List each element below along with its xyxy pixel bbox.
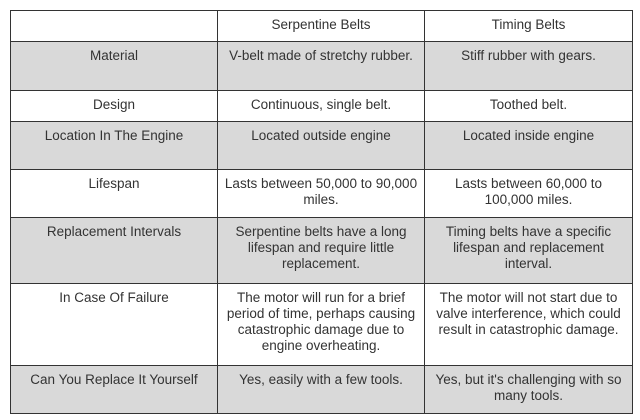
timing-cell: Located inside engine bbox=[425, 122, 633, 170]
table-row bbox=[11, 284, 633, 366]
row-label: Material bbox=[11, 42, 218, 91]
table-row bbox=[11, 218, 633, 284]
serpentine-cell: Located outside engine bbox=[218, 122, 425, 170]
serpentine-cell: Lasts between 50,000 to 90,000 miles. bbox=[218, 170, 425, 218]
comparison-table bbox=[10, 10, 633, 414]
timing-cell: Yes, but it's challenging with so many tools. bbox=[425, 366, 633, 414]
table-row bbox=[11, 366, 633, 414]
header-row bbox=[11, 11, 633, 42]
serpentine-cell: V-belt made of stretchy rubber. bbox=[218, 42, 425, 91]
timing-cell: Timing belts have a specific lifespan and replacement interval. bbox=[425, 218, 633, 284]
row-label: In Case Of Failure bbox=[11, 284, 218, 366]
serpentine-cell: Yes, easily with a few tools. bbox=[218, 366, 425, 414]
header-corner-cell bbox=[11, 11, 218, 42]
row-label: Replacement Intervals bbox=[11, 218, 218, 284]
row-label: Lifespan bbox=[11, 170, 218, 218]
timing-cell: Toothed belt. bbox=[425, 91, 633, 122]
header-timing: Timing Belts bbox=[425, 11, 633, 42]
table-row bbox=[11, 42, 633, 91]
serpentine-cell: Serpentine belts have a long lifespan and require little replacement. bbox=[218, 218, 425, 284]
serpentine-cell: Continuous, single belt. bbox=[218, 91, 425, 122]
timing-cell: Lasts between 60,000 to 100,000 miles. bbox=[425, 170, 633, 218]
table-row bbox=[11, 122, 633, 170]
table-row bbox=[11, 91, 633, 122]
timing-cell: Stiff rubber with gears. bbox=[425, 42, 633, 91]
timing-cell: The motor will not start due to valve interference, which could result in catastrophic damage. bbox=[425, 284, 633, 366]
table-row bbox=[11, 170, 633, 218]
row-label: Can You Replace It Yourself bbox=[11, 366, 218, 414]
header-serpentine: Serpentine Belts bbox=[218, 11, 425, 42]
row-label: Location In The Engine bbox=[11, 122, 218, 170]
row-label: Design bbox=[11, 91, 218, 122]
serpentine-cell: The motor will run for a brief period of time, perhaps causing catastrophic damage due to engine overheating. bbox=[218, 284, 425, 366]
